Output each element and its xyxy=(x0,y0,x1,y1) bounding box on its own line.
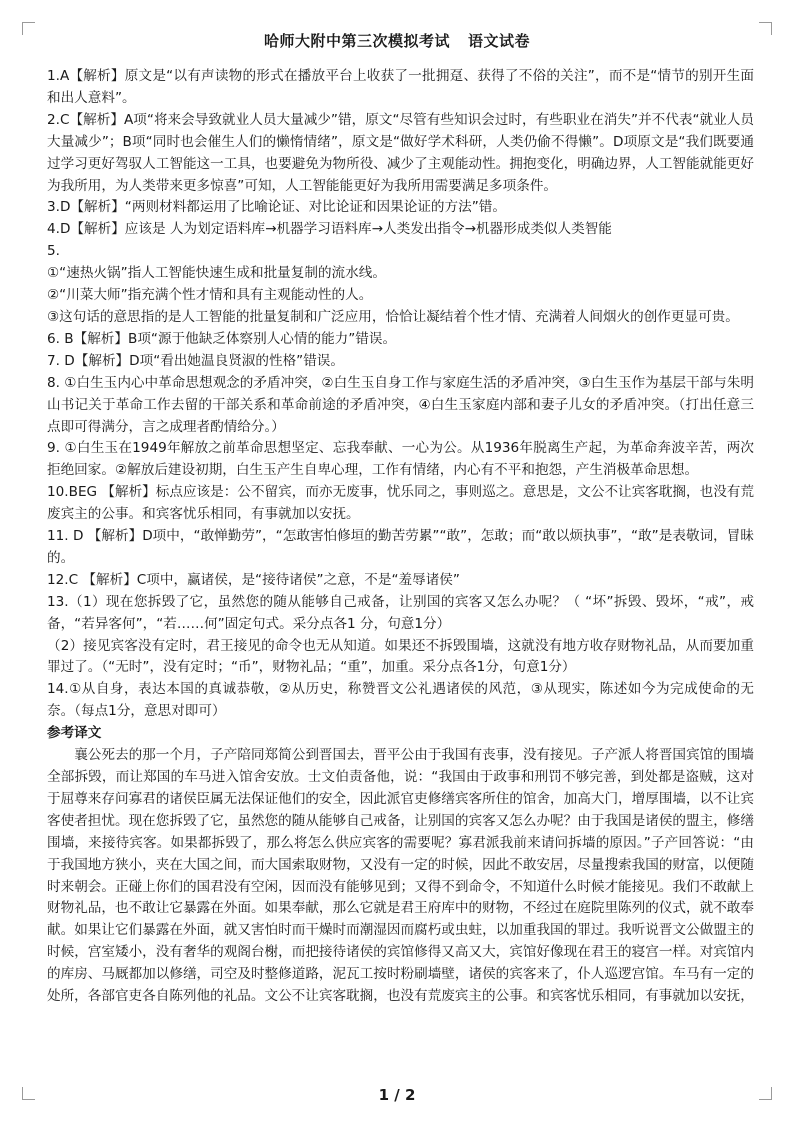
exam-name: 哈师大附中第三次模拟考试 xyxy=(263,32,450,50)
answer-4: 4.D【解析】应该是 人为划定语料库→机器学习语料库→人类发出指令→机器形成类似人类智能 xyxy=(47,221,612,238)
answer-10: 10.BEG 【解析】标点应该是：公不留宾，而亦无废事，忧乐同之，事则巡之。意思是，文公不让宾客耽搁，也没有荒废宾主的公事。和宾客忧乐相同，有事就加以安抚。 xyxy=(47,484,754,523)
translation-heading: 参考译文 xyxy=(47,725,102,742)
answer-9: 9. ①白生玉在1949年解放之前革命思想坚定、忘我奉献、一心为公。从1936年脱离生产起，为革命奔波辛苦，两次拒绝回家。②解放后建设初期，白生玉产生自卑心理，工作有情绪，内心有不平和抱怨，产生消极革命思想。 xyxy=(47,440,754,479)
answer-8: 8. ①白生玉内心中革命思想观念的矛盾冲突，②白生玉自身工作与家庭生活的矛盾冲突，③白生玉作为基层干部与朱明山书记关于革命工作去留的干部关系和革命前途的矛盾冲突，④白生玉家庭内部和妻子儿女的矛盾冲突。（打出任意三点即可得满分，言之成理者酌情给分。） xyxy=(47,374,754,435)
document-title xyxy=(0,30,794,51)
answer-14: 14.①从自身，表达本国的真诚恭敬，②从历史，称赞晋文公礼遇诸侯的风范，③从现实，陈述如今为完成使命的无奈。（每点1分，意思对即可） xyxy=(47,681,754,720)
translation-body: 襄公死去的那一个月，子产陪同郑简公到晋国去，晋平公由于我国有丧事，没有接见。子产派人将晋国宾馆的围墙全部拆毁，而让郑国的车马进入馆舍安放。士文伯责备他，说：“我国由于政事和刑罚不够完善，到处都是盗贼，这对于屈尊来存问寡君的诸侯臣属无法保证他们的安全，因此派官吏修缮宾客所住的馆舍，加高大门，增厚围墙，以不让宾客使者担忧。现在您拆毁了它，虽然您的随从能够自己戒备，让别国的宾客又怎么办呢？由于我国是诸侯的盟主，修缮围墙，来接待宾客。如果都拆毁了，那么将怎么供应宾客的需要呢？寡君派我前来请问拆墙的原因。”子产回答说：“由于我国地方狭小，夹在大国之间，而大国索取财物，又没有一定的时候，因此不敢安居，尽量搜索我国的财富，以便随时来朝会。正碰上你们的国君没有空闲，因而没有能够见到；又得不到命令，不知道什么时候才能接见。我们不敢献上财物礼品，也不敢让它暴露在外面。如果奉献，那么它就是君王府库中的财物，不经过在庭院里陈列的仪式，就不敢奉献。如果让它们暴露在外面，就又害怕时而干燥时而潮湿因而腐朽或虫蛀，以加重我国的罪过。我听说晋文公做盟主的时候，宫室矮小，没有奢华的观阁台榭，而把接待诸侯的宾馆修得又高又大，宾馆好像现在君王的寝宫一样。对宾馆内的库房、马厩都加以修缮，司空及时整修道路，泥瓦工按时粉刷墙壁，诸侯的宾客来了，仆人巡逻宫馆。车马有一定的处所，各部官吏各自陈列他的礼品。文公不让宾客耽搁，也没有荒废宾主的公事。和宾客忧乐相同，有事就加以安抚， xyxy=(47,747,754,1005)
answer-7: 7. D【解析】D项“看出她温良贤淑的性格”错误。 xyxy=(47,352,344,369)
answer-2: 2.C【解析】A项“将来会导致就业人员大量减少”错，原文“尽管有些知识会过时，有些职业在消失”并不代表“就业人员大量减少”；B项“同时也会催生人们的懒惰情绪”，原文是“做好学术科研，人类仍偷不得懒”。D项原文是“我们既要通过学习更好驾驭人工智能这一工具，也要避免为物所役、减少了主观能动性。拥抱变化，明确边界，人工智能就能更好为我所用，为人类带来更多惊喜”可知，人工智能能更好为我所用需要满足多项条件。 xyxy=(47,111,754,194)
page-indicator: 1 / 2 xyxy=(378,1086,416,1104)
answer-content xyxy=(47,66,754,1008)
answer-5-point-2: ②“川菜大师”指充满个性才情和具有主观能动性的人。 xyxy=(47,287,373,304)
answer-1: 1.A【解析】原文是“以有声读物的形式在播放平台上收获了一批拥趸、获得了不俗的关注”，而不是“情节的别开生面和出人意料”。 xyxy=(47,68,754,106)
answer-5-point-1: ①“速热火锅”指人工智能快速生成和批量复制的流水线。 xyxy=(47,265,386,282)
answer-11: 11. D 【解析】D项中，“敢惮勤劳”，“怎敢害怕修垣的勤苦劳累”“敢”，怎敢；而“敢以烦执事”，“敢”是表敬词，冒昧的。 xyxy=(47,528,754,566)
answer-3: 3.D【解析】“两则材料都运用了比喻论证、对比论证和因果论证的方法”错。 xyxy=(47,199,506,216)
answer-6: 6. B【解析】B项“源于他缺乏体察别人心情的能力”错误。 xyxy=(47,330,397,347)
answer-13-part-2: （2）接见宾客没有定时，君王接见的命令也无从知道。如果还不拆毁围墙，这就没有地方收存财物礼品，从而要加重罪过了。（“无时”，没有定时；“币”，财物礼品；“重”，加重。采分点各1分，句意1分） xyxy=(47,637,754,676)
answer-5: 5. xyxy=(47,243,60,260)
answer-13-part-1: 13.（1）现在您拆毁了它，虽然您的随从能够自己戒备，让别国的宾客又怎么办呢？（ “坏”拆毁、毁坏，“戒”，戒备，“若异客何”，“若……何”固定句式。采分点各1 分，句意1分） xyxy=(47,593,754,632)
answer-5-point-3: ③这句话的意思指的是人工智能的批量复制和广泛应用，恰恰让凝结着个性才情、充满着人间烟火的创作更显可贵。 xyxy=(47,308,739,325)
exam-subject: 语文试卷 xyxy=(468,32,531,50)
answer-12: 12.C 【解析】C项中，赢诸侯，是“接待诸侯”之意，不是“羞辱诸侯” xyxy=(47,571,460,588)
